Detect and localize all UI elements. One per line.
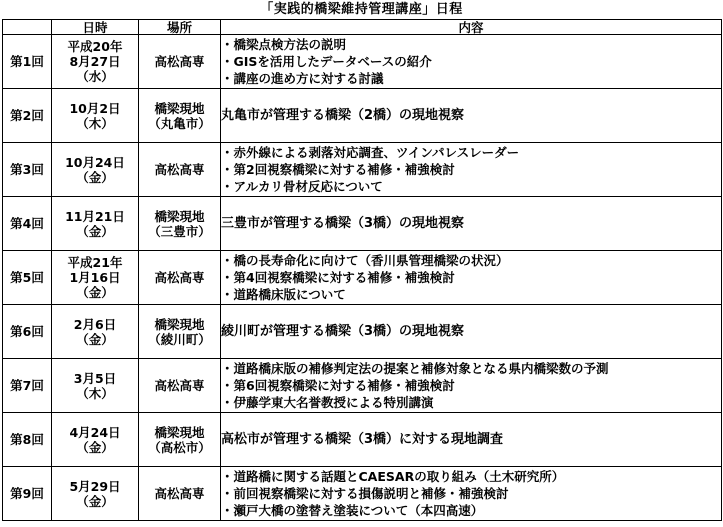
place-line: （高松市） — [148, 439, 211, 455]
date-line: （金） — [76, 331, 114, 347]
place-line: （綾川町） — [148, 331, 211, 347]
session-date — [52, 413, 139, 467]
session-content — [221, 89, 722, 143]
session-place — [139, 143, 221, 197]
session-content — [221, 35, 722, 89]
schedule-body — [3, 35, 722, 521]
content-line: 高松市が管理する橋梁（3橋）に対する現地調査 — [221, 432, 504, 447]
date-line: （金） — [76, 493, 114, 509]
content-bullet: ・前回視察橋梁に対する損傷説明と補修・補強検討 — [221, 486, 509, 501]
session-date — [52, 143, 139, 197]
session-content — [221, 467, 722, 521]
page-title: 「実践的橋梁維持管理講座」日程 — [260, 2, 463, 17]
date-line: 10月24日 — [65, 154, 125, 170]
date-line: （金） — [76, 439, 114, 455]
header-session — [3, 20, 52, 35]
session-number: 第6回 — [3, 305, 52, 359]
date-line: 1月16日 — [69, 270, 121, 285]
session-place — [139, 413, 221, 467]
session-date — [52, 35, 139, 89]
date-line: 8月27日 — [69, 54, 121, 69]
content-bullet: ・道路橋に関する話題とCAESARの取り組み（土木研究所） — [221, 469, 565, 484]
content-line: 三豊市が管理する橋梁（3橋）の現地視察 — [221, 216, 465, 231]
date-line: 3月5日 — [73, 370, 117, 386]
header-place: 場所 — [139, 20, 221, 35]
place-line: 高松高専 — [154, 54, 205, 69]
content-bullet: ・道路橋床版について — [221, 287, 346, 302]
table-row — [3, 197, 722, 251]
place-line: 橋梁現地 — [154, 316, 205, 332]
date-line: 4月24日 — [69, 424, 121, 440]
session-content — [221, 413, 722, 467]
schedule-table — [2, 19, 722, 521]
session-number: 第5回 — [3, 251, 52, 305]
session-date — [52, 197, 139, 251]
table-header-row — [3, 20, 722, 35]
content-bullet: ・講座の進め方に対する討議 — [221, 71, 384, 86]
place-line: 橋梁現地 — [154, 100, 205, 116]
table-row — [3, 359, 722, 413]
place-line: 橋梁現地 — [154, 424, 205, 440]
date-line: （金） — [76, 223, 114, 239]
date-line: 2月6日 — [73, 316, 117, 332]
place-line: 橋梁現地 — [154, 208, 205, 224]
place-line: 高松高専 — [154, 378, 205, 393]
session-number: 第8回 — [3, 413, 52, 467]
content-bullet: ・アルカリ骨材反応について — [221, 179, 383, 194]
session-date — [52, 251, 139, 305]
session-content — [221, 359, 722, 413]
date-line: 平成21年 — [67, 255, 123, 270]
session-content — [221, 143, 722, 197]
date-line: 平成20年 — [67, 39, 123, 54]
date-line: （木） — [76, 385, 114, 401]
content-bullet: ・第6回視察橋梁に対する補修・補強検討 — [221, 378, 455, 393]
place-line: 高松高専 — [154, 162, 205, 177]
session-number: 第9回 — [3, 467, 52, 521]
date-line: 10月2日 — [69, 100, 121, 116]
table-row — [3, 89, 722, 143]
content-bullet: ・橋の長寿命化に向けて（香川県管理橋梁の状況） — [221, 253, 509, 268]
session-place — [139, 305, 221, 359]
date-line: （金） — [76, 285, 114, 300]
content-bullet: ・GISを活用したデータベースの紹介 — [221, 54, 432, 69]
place-line: 高松高専 — [154, 486, 205, 501]
header-date: 日時 — [52, 20, 139, 35]
session-number: 第4回 — [3, 197, 52, 251]
table-row — [3, 35, 722, 89]
session-date — [52, 359, 139, 413]
content-bullet: ・第4回視察橋梁に対する補修・補強検討 — [221, 270, 455, 285]
content-bullet: ・橋梁点検方法の説明 — [221, 37, 347, 52]
table-row — [3, 251, 722, 305]
session-number: 第7回 — [3, 359, 52, 413]
table-row — [3, 305, 722, 359]
session-date — [52, 467, 139, 521]
date-line: 11月21日 — [65, 208, 125, 224]
content-bullet: ・瀬戸大橋の塗替え塗装について（本四高速） — [221, 503, 484, 518]
content-bullet: ・伊藤学東大名誉教授による特別講演 — [221, 395, 434, 410]
session-place — [139, 251, 221, 305]
session-place — [139, 467, 221, 521]
table-row — [3, 413, 722, 467]
session-place — [139, 35, 221, 89]
session-number: 第2回 — [3, 89, 52, 143]
table-row — [3, 143, 722, 197]
content-bullet: ・道路橋床版の補修判定法の提案と補修対象となる県内橋梁数の予測 — [221, 361, 609, 376]
session-content — [221, 305, 722, 359]
date-line: （金） — [76, 169, 114, 185]
session-place — [139, 197, 221, 251]
session-place — [139, 89, 221, 143]
date-line: （水） — [76, 69, 114, 84]
table-row — [3, 467, 722, 521]
place-line: 高松高専 — [154, 270, 205, 285]
content-line: 丸亀市が管理する橋梁（2橋）の現地視察 — [221, 108, 465, 123]
session-content — [221, 197, 722, 251]
date-line: （木） — [76, 115, 114, 131]
date-line: 5月29日 — [69, 478, 121, 494]
session-place — [139, 359, 221, 413]
content-bullet: ・赤外線による剥落対応調査、ツインパレスレーダー — [221, 145, 520, 160]
place-line: （丸亀市） — [148, 115, 211, 131]
header-content: 内容 — [221, 20, 722, 35]
content-line: 綾川町が管理する橋梁（3橋）の現地視察 — [221, 324, 465, 339]
session-date — [52, 305, 139, 359]
session-content — [221, 251, 722, 305]
place-line: （三豊市） — [148, 223, 211, 239]
content-bullet: ・第2回視察橋梁に対する補修・補強検討 — [221, 162, 455, 177]
session-number: 第1回 — [3, 35, 52, 89]
session-date — [52, 89, 139, 143]
session-number: 第3回 — [3, 143, 52, 197]
